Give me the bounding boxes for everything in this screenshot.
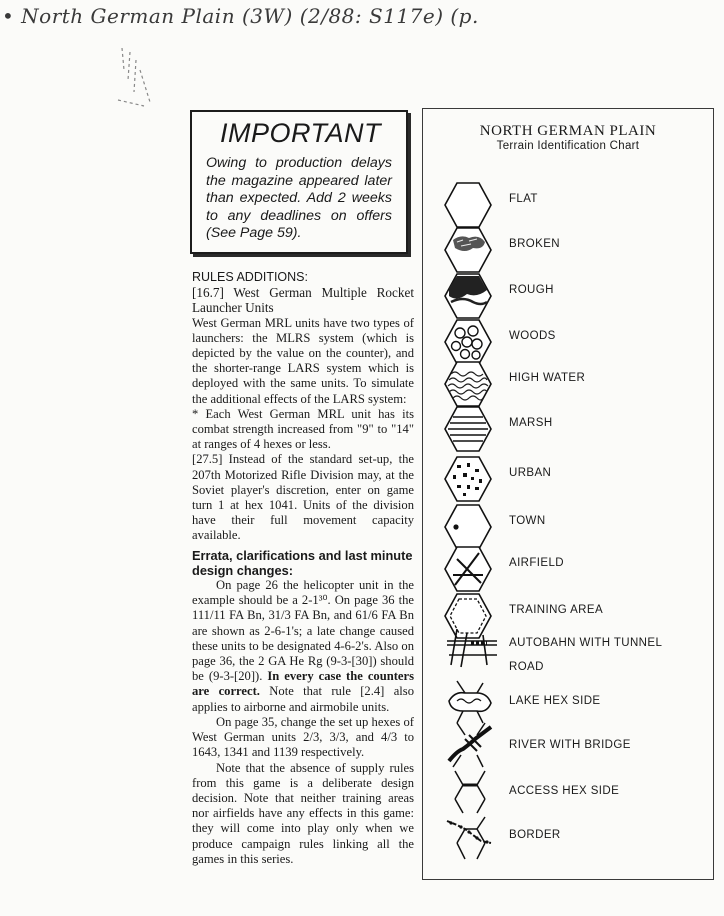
- handwritten-note: • North German Plain (3W) (2/88: S117e) (p.: [2, 4, 479, 28]
- rule-27-5-text: [27.5] Instead of the standard set-up, the 207th Motorized Rifle Division may, at the Soviet player's discretion, enter on game turn 1 at hex 1041. Units of the division have their full movement capacity available.: [192, 452, 414, 543]
- chart-title: NORTH GERMAN PLAIN: [479, 123, 657, 139]
- terrain-label: RIVER WITH BRIDGE: [509, 739, 631, 751]
- terrain-label: URBAN: [509, 467, 552, 479]
- important-heading: IMPORTANT: [220, 118, 382, 148]
- terrain-label: ROUGH: [509, 284, 554, 296]
- terrain-row-marsh: [423, 405, 713, 445]
- terrain-row-high-water: [423, 360, 713, 400]
- terrain-label: LAKE HEX SIDE: [509, 695, 601, 707]
- terrain-row-airfield: [423, 545, 713, 585]
- terrain-label: TOWN: [509, 515, 546, 527]
- errata-heading: Errata, clarifications and last minute design changes:: [192, 547, 413, 578]
- terrain-label: TRAINING AREA: [509, 604, 604, 616]
- errata-paragraph-3: Note that the absence of supply rules from this game is a deliberate design decision. Note that neither training areas nor airfields have any effects in this game: they will come into play only when we produce campaign rules linking all the games in this series.: [192, 760, 414, 866]
- terrain-row-flat: [423, 181, 713, 221]
- rules-additions-heading: RULES ADDITIONS:: [192, 270, 308, 284]
- terrain-row-lake-hexside: [423, 679, 713, 719]
- terrain-row-urban: [423, 455, 713, 495]
- woods-hex-icon: [443, 318, 493, 366]
- terrain-label: FLAT: [509, 193, 538, 205]
- terrain-label: AIRFIELD: [509, 557, 564, 569]
- terrain-label: AUTOBAHN WITH TUNNEL: [509, 637, 663, 649]
- terrain-row-border: [423, 815, 713, 855]
- errata-paragraph-1: [192, 578, 414, 715]
- errata-paragraph-2: On page 35, change the set up hexes of West German units 2/3, 3/3, and 4/3 to 1643, 1341 and 1139 respectively.: [192, 714, 414, 760]
- rough-hex-icon: [443, 272, 493, 320]
- errata-p1-tail: Note that rule [2.4] also applies to airborne and airmobile units.: [192, 684, 414, 714]
- terrain-row-river-bridge: [423, 721, 713, 761]
- rule-16-7-title-text: [16.7] West German Multiple Rocket Launcher Units: [192, 285, 414, 316]
- airfield-hex-icon: [443, 545, 493, 593]
- marsh-hex-icon: [443, 405, 493, 453]
- town-hex-icon: [443, 503, 493, 551]
- border-hexside-icon: [443, 815, 499, 865]
- river-bridge-icon: [443, 721, 499, 771]
- terrain-row-rough: [423, 272, 713, 312]
- rule-16-7-bullet: * Each West German MRL unit has its combat strength increased from "9" to "14" at ranges of 4 hexes or less.: [192, 406, 414, 452]
- terrain-label: ACCESS HEX SIDE: [509, 785, 620, 797]
- errata-p1-text: On page 26 the helicopter unit in the example should be a 2-1³⁰. On page 36 the 111/11 FA Bn, 31/3 FA Bn, and 61/6 FA Bn are shown as 2-6-1's; a late change caused these units to be designated 4-6-2's. Also on page 36, the 2 GA He Rg (9-3-[30]) should be (9-3-[20]).: [192, 578, 414, 684]
- terrain-label: MARSH: [509, 417, 553, 429]
- terrain-label: ROAD: [509, 661, 544, 673]
- pen-scribble-mark: [110, 40, 170, 110]
- urban-hex-icon: [443, 455, 493, 503]
- flat-hex-icon: [443, 181, 493, 229]
- terrain-identification-chart: [422, 108, 714, 880]
- broken-hex-icon: [443, 226, 493, 274]
- important-text: Owing to production delays the magazine appeared later than expected. Add 2 weeks to any deadlines on offers (See Page 59).: [206, 155, 392, 241]
- terrain-row-town: [423, 503, 713, 543]
- terrain-label: WOODS: [509, 330, 556, 342]
- access-hexside-icon: [443, 769, 497, 817]
- important-notice-box: [190, 110, 408, 254]
- errata-p1-bold: In every case the counters are correct.: [192, 669, 414, 699]
- terrain-label: HIGH WATER: [509, 372, 586, 384]
- rules-column: [192, 270, 414, 867]
- lake-hexside-icon: [443, 679, 497, 727]
- terrain-label: BORDER: [509, 829, 561, 841]
- terrain-row-broken: [423, 226, 713, 266]
- rule-16-7-title: [192, 285, 414, 315]
- terrain-label: BROKEN: [509, 238, 560, 250]
- chart-subtitle: Terrain Identification Chart: [496, 140, 640, 152]
- terrain-row-woods: [423, 318, 713, 358]
- rule-16-7-text: West German MRL units have two types of launchers: the MLRS system (which is depicted by the value on the counter), and the shorter-range LARS system which is deployed with the same units. To simulate the additional effects of the LARS system:: [192, 315, 414, 406]
- terrain-row-access-hexside: [423, 769, 713, 809]
- high-water-hex-icon: [443, 360, 493, 408]
